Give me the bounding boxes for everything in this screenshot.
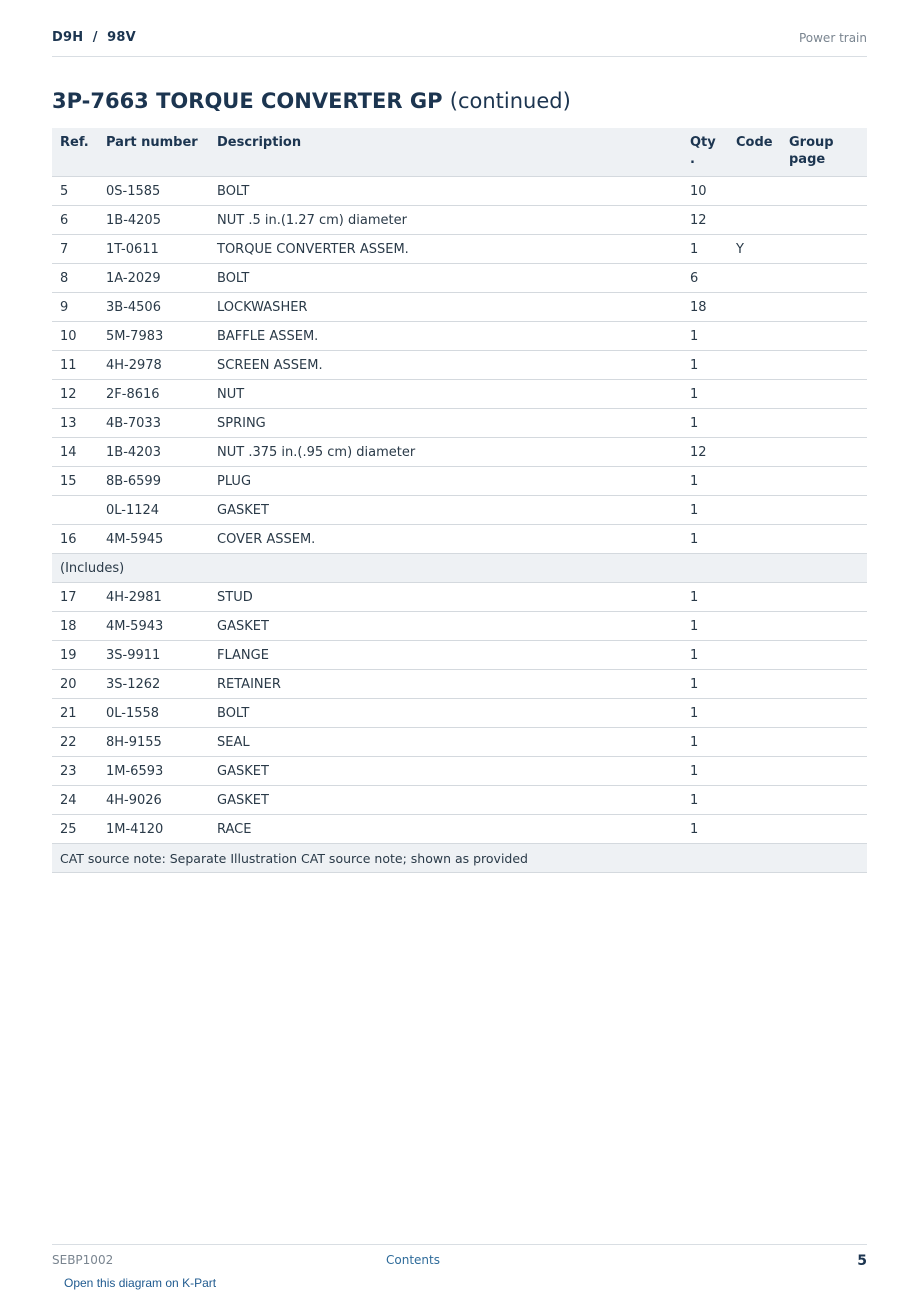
cell-code [728, 264, 781, 293]
page-title [52, 89, 571, 113]
cell-ref [52, 496, 98, 525]
open-diagram-kpart-link[interactable]: Open this diagram on K-Part [64, 1276, 217, 1290]
cell-group-page [781, 206, 867, 235]
cell-part-number: 5M-7983 [98, 322, 209, 351]
table-row [52, 699, 867, 728]
cell-group-page [781, 525, 867, 554]
title-main: 3P-7663 TORQUE CONVERTER GP [52, 89, 443, 113]
cell-description: BOLT [209, 177, 682, 206]
cell-part-number: 1T-0611 [98, 235, 209, 264]
cell-code [728, 786, 781, 815]
col-header-code: Code [728, 128, 781, 177]
cell-group-page [781, 670, 867, 699]
cell-description: LOCKWASHER [209, 293, 682, 322]
table-row [52, 322, 867, 351]
cell-group-page [781, 583, 867, 612]
cell-part-number: 4B-7033 [98, 409, 209, 438]
cell-ref: 18 [52, 612, 98, 641]
cell-description: GASKET [209, 757, 682, 786]
includes-row [52, 554, 867, 583]
cell-qty: 10 [682, 177, 728, 206]
cell-code [728, 583, 781, 612]
cell-part-number: 8H-9155 [98, 728, 209, 757]
cell-ref: 5 [52, 177, 98, 206]
cell-ref: 7 [52, 235, 98, 264]
cell-qty: 1 [682, 351, 728, 380]
cell-group-page [781, 757, 867, 786]
cell-description: SEAL [209, 728, 682, 757]
cell-group-page [781, 438, 867, 467]
cell-group-page [781, 786, 867, 815]
cell-part-number: 1M-4120 [98, 815, 209, 844]
cell-group-page [781, 496, 867, 525]
parts-table-body [52, 177, 867, 873]
table-row [52, 409, 867, 438]
cell-description: BAFFLE ASSEM. [209, 322, 682, 351]
cell-group-page [781, 815, 867, 844]
cell-qty: 1 [682, 612, 728, 641]
cell-code [728, 641, 781, 670]
cell-qty: 12 [682, 206, 728, 235]
cell-code [728, 612, 781, 641]
cell-group-page [781, 409, 867, 438]
cell-code [728, 438, 781, 467]
table-row [52, 293, 867, 322]
cell-part-number: 1B-4203 [98, 438, 209, 467]
source-note-row [52, 844, 867, 873]
cell-group-page [781, 467, 867, 496]
cell-qty: 1 [682, 322, 728, 351]
cell-ref: 23 [52, 757, 98, 786]
source-note-text: CAT source note: Separate Illustration CAT source note; shown as provided [52, 844, 867, 873]
cell-group-page [781, 264, 867, 293]
cell-group-page [781, 612, 867, 641]
cell-group-page [781, 641, 867, 670]
cell-description: NUT [209, 380, 682, 409]
cell-part-number: 3B-4506 [98, 293, 209, 322]
table-row [52, 641, 867, 670]
table-row [52, 612, 867, 641]
contents-link[interactable]: Contents [386, 1253, 440, 1267]
table-row [52, 264, 867, 293]
page-number: 5 [857, 1253, 867, 1269]
cell-description: RACE [209, 815, 682, 844]
cell-qty: 1 [682, 815, 728, 844]
cell-part-number: 1B-4205 [98, 206, 209, 235]
cell-qty: 12 [682, 438, 728, 467]
cell-group-page [781, 380, 867, 409]
cell-description: NUT .5 in.(1.27 cm) diameter [209, 206, 682, 235]
cell-part-number: 4H-9026 [98, 786, 209, 815]
cell-qty: 1 [682, 235, 728, 264]
cell-ref: 16 [52, 525, 98, 554]
document-id: SEBP1002 [52, 1253, 114, 1267]
cell-code [728, 496, 781, 525]
cell-qty: 1 [682, 757, 728, 786]
table-row [52, 235, 867, 264]
table-row [52, 496, 867, 525]
cell-qty: 1 [682, 641, 728, 670]
cell-description: COVER ASSEM. [209, 525, 682, 554]
cell-part-number: 1A-2029 [98, 264, 209, 293]
cell-ref: 9 [52, 293, 98, 322]
col-header-description: Description [209, 128, 682, 177]
table-row [52, 467, 867, 496]
cell-ref: 24 [52, 786, 98, 815]
cell-ref: 22 [52, 728, 98, 757]
cell-description: SPRING [209, 409, 682, 438]
cell-qty: 1 [682, 467, 728, 496]
title-suffix: (continued) [449, 89, 571, 113]
cell-ref: 12 [52, 380, 98, 409]
cell-part-number: 1M-6593 [98, 757, 209, 786]
table-row [52, 815, 867, 844]
col-header-qty: Qty . [682, 128, 728, 177]
table-row [52, 786, 867, 815]
cell-qty: 1 [682, 496, 728, 525]
cell-description: GASKET [209, 496, 682, 525]
cell-ref: 6 [52, 206, 98, 235]
cell-qty: 6 [682, 264, 728, 293]
cell-group-page [781, 699, 867, 728]
cell-part-number: 4H-2981 [98, 583, 209, 612]
cell-description: GASKET [209, 612, 682, 641]
cell-group-page [781, 351, 867, 380]
cell-description: BOLT [209, 264, 682, 293]
cell-part-number: 0L-1558 [98, 699, 209, 728]
table-row [52, 351, 867, 380]
cell-part-number: 0S-1585 [98, 177, 209, 206]
cell-ref: 15 [52, 467, 98, 496]
cell-group-page [781, 177, 867, 206]
cell-code [728, 322, 781, 351]
table-row [52, 728, 867, 757]
cell-ref: 11 [52, 351, 98, 380]
cell-qty: 1 [682, 786, 728, 815]
cell-ref: 20 [52, 670, 98, 699]
cell-part-number: 3S-1262 [98, 670, 209, 699]
cell-code [728, 380, 781, 409]
cell-part-number: 4M-5945 [98, 525, 209, 554]
page-footer [52, 1244, 867, 1275]
cell-description: GASKET [209, 786, 682, 815]
cell-qty: 1 [682, 583, 728, 612]
cell-description: BOLT [209, 699, 682, 728]
cell-group-page [781, 293, 867, 322]
cell-ref: 14 [52, 438, 98, 467]
cell-code [728, 699, 781, 728]
cell-ref: 13 [52, 409, 98, 438]
cell-ref: 8 [52, 264, 98, 293]
cell-description: SCREEN ASSEM. [209, 351, 682, 380]
parts-table [52, 128, 867, 873]
cell-qty: 1 [682, 670, 728, 699]
cell-qty: 1 [682, 525, 728, 554]
cell-qty: 1 [682, 409, 728, 438]
section-label: Power train [798, 31, 867, 45]
cell-group-page [781, 322, 867, 351]
cell-code: Y [728, 235, 781, 264]
cell-group-page [781, 728, 867, 757]
cell-ref: 19 [52, 641, 98, 670]
cell-qty: 1 [682, 728, 728, 757]
cell-qty: 18 [682, 293, 728, 322]
cell-ref: 17 [52, 583, 98, 612]
cell-ref: 10 [52, 322, 98, 351]
table-header-row [52, 128, 867, 177]
cell-qty: 1 [682, 699, 728, 728]
cell-description: PLUG [209, 467, 682, 496]
table-row [52, 438, 867, 467]
table-row [52, 206, 867, 235]
table-row [52, 670, 867, 699]
table-row [52, 757, 867, 786]
includes-label: (Includes) [52, 554, 867, 583]
cell-group-page [781, 235, 867, 264]
cell-part-number: 2F-8616 [98, 380, 209, 409]
cell-code [728, 293, 781, 322]
cell-description: FLANGE [209, 641, 682, 670]
table-row [52, 525, 867, 554]
cell-description: RETAINER [209, 670, 682, 699]
cell-part-number: 0L-1124 [98, 496, 209, 525]
cell-description: TORQUE CONVERTER ASSEM. [209, 235, 682, 264]
model-label: D9H / 98V [52, 30, 136, 45]
cell-part-number: 8B-6599 [98, 467, 209, 496]
cell-description: NUT .375 in.(.95 cm) diameter [209, 438, 682, 467]
cell-code [728, 206, 781, 235]
cell-code [728, 757, 781, 786]
cell-code [728, 670, 781, 699]
table-row [52, 380, 867, 409]
table-row [52, 583, 867, 612]
cell-description: STUD [209, 583, 682, 612]
cell-code [728, 525, 781, 554]
col-header-part-number: Part number [98, 128, 209, 177]
cell-code [728, 815, 781, 844]
cell-code [728, 728, 781, 757]
cell-part-number: 4H-2978 [98, 351, 209, 380]
page-header [52, 28, 867, 57]
table-row [52, 177, 867, 206]
cell-ref: 21 [52, 699, 98, 728]
cell-code [728, 409, 781, 438]
cell-part-number: 4M-5943 [98, 612, 209, 641]
col-header-ref: Ref. [52, 128, 98, 177]
cell-code [728, 351, 781, 380]
cell-ref: 25 [52, 815, 98, 844]
col-header-group-page: Group page [781, 128, 867, 177]
cell-qty: 1 [682, 380, 728, 409]
cell-part-number: 3S-9911 [98, 641, 209, 670]
cell-code [728, 467, 781, 496]
cell-code [728, 177, 781, 206]
